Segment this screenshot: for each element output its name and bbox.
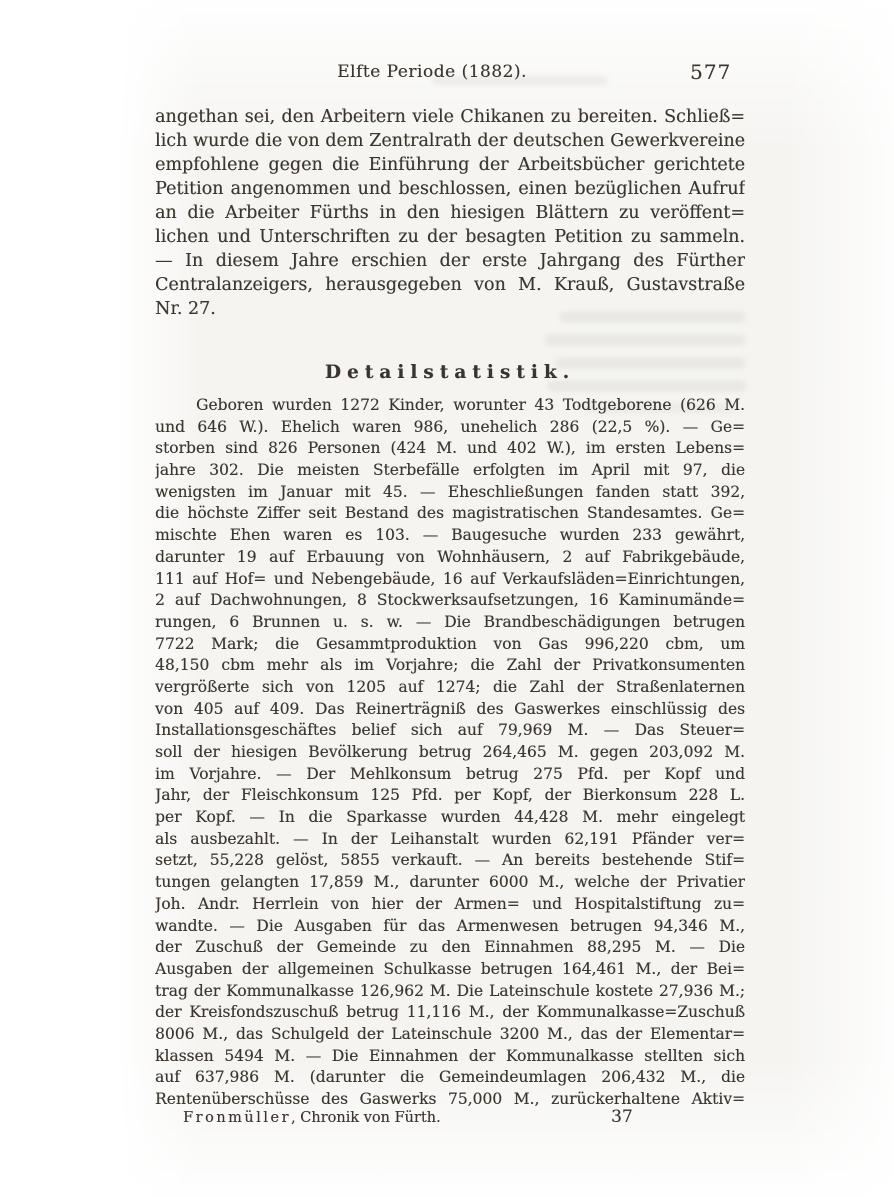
footer-work-title: , Chronik von Fürth. [290, 1110, 441, 1126]
text-line: im Vorjahre. — Der Mehlkonsum betrug 275 Pfd. per Kopf und [155, 764, 745, 783]
text-line: 111 auf Hof= und Nebengebäude, 16 auf Verkaufsläden=Einrichtungen, [155, 569, 745, 588]
text-line: 7722 Mark; die Gesammtproduktion von Gas 996,220 cbm, um [155, 634, 745, 653]
text-line: — In diesem Jahre erschien der erste Jahrgang des Fürther [155, 251, 745, 271]
text-line: trag der Kommunalkasse 126,962 M. Die Lateinschule kostete 27,936 M.; [155, 981, 745, 1000]
text-line: Rentenüberschüsse des Gaswerks 75,000 M., zurückerhaltene Aktiv= [155, 1090, 745, 1108]
bleedthrough-artifact [545, 335, 745, 345]
text-line: jahre 302. Die meisten Sterbefälle erfolgten im April mit 97, die [155, 461, 745, 480]
text-line: Centralanzeigers, herausgegeben von M. Krauß, Gustavstraße [155, 275, 745, 295]
text-line: darunter 19 auf Erbauung von Wohnhäusern, 2 auf Fabrikgebäude, [155, 547, 745, 566]
text-line: soll der hiesigen Bevölkerung betrug 264,465 M. gegen 203,092 M. [155, 743, 745, 761]
text-line: der Zuschuß der Gemeinde zu den Einnahmen 88,295 M. — Die [155, 938, 745, 957]
text-line: auf 637,986 M. (darunter die Gemeindeumlagen 206,432 M., die [155, 1068, 745, 1087]
text-line: und 646 W.). Ehelich waren 986, unehelich 286 (22,5 %). — Ge= [155, 417, 745, 436]
text-line: wenigsten im Januar mit 45. — Eheschließungen fanden statt 392, [155, 482, 745, 501]
text-line: Ausgaben der allgemeinen Schulkasse betrugen 164,461 M., der Bei= [155, 959, 745, 978]
text-line: vergrößerte sich von 1205 auf 1274; die Zahl der Straßenlaternen [155, 677, 745, 696]
text-line: an die Arbeiter Fürths in den hiesigen Blättern zu veröffent= [155, 203, 745, 223]
footer-sheet-number: 37 [611, 1107, 633, 1127]
text-line: 2 auf Dachwohnungen, 8 Stockwerksaufsetzungen, 16 Kaminumände= [155, 591, 745, 610]
text-line: Geboren wurden 1272 Kinder, worunter 43 Todtgeborene (626 M. [196, 396, 745, 414]
text-line: klassen 5494 M. — Die Einnahmen der Kommunalkasse stellten sich [155, 1046, 745, 1065]
text-line: angethan sei, den Arbeitern viele Chikanen zu bereiten. Schließ= [155, 107, 745, 127]
text-line: storben sind 826 Personen (424 M. und 402 W.), im ersten Lebens= [155, 439, 745, 458]
text-line: lich wurde die von dem Zentralrath der deutschen Gewerkvereine [155, 131, 745, 151]
text-line: Jahr, der Fleischkonsum 125 Pfd. per Kopf, der Bierkonsum 228 L. [155, 786, 745, 805]
text-line: der Kreisfondszuschuß betrug 11,116 M., der Kommunalkasse=Zuschuß [155, 1003, 745, 1022]
footer-author: Fronmüller [183, 1110, 291, 1126]
statistics-paragraph [155, 395, 745, 1111]
text-line: Petition angenommen und beschlossen, einen bezüglichen Aufruf [155, 179, 745, 199]
text-line: 48,150 cbm mehr als im Vorjahre; die Zahl der Privatkonsumenten [155, 656, 745, 675]
text-line: empfohlene gegen die Einführung der Arbeitsbücher gerichtete [155, 155, 745, 175]
text-line: als ausbezahlt. — In der Leihanstalt wurden 62,191 Pfänder ver= [155, 829, 745, 848]
text-line: Nr. 27. [155, 299, 216, 319]
footer-work-reference [183, 1110, 441, 1126]
text-line: von 405 auf 409. Das Reinerträgniß des Gaswerkes einschlüssig des [155, 699, 745, 718]
text-line: Installationsgeschäftes belief sich auf 79,969 M. — Das Steuer= [155, 721, 745, 740]
running-header-title: Elfte Periode (1882). [337, 62, 527, 82]
text-line: 8006 M., das Schulgeld der Lateinschule 3200 M., das der Elementar= [155, 1024, 745, 1043]
text-line: per Kopf. — In die Sparkasse wurden 44,428 M. mehr eingelegt [155, 808, 745, 827]
text-line: lichen und Unterschriften zu der besagten Petition zu sammeln. [155, 227, 745, 247]
text-line: tungen gelangten 17,859 M., darunter 6000 M., welche der Privatier [155, 873, 745, 892]
text-line: die höchste Ziffer seit Bestand des magistratischen Standesamtes. Ge= [155, 504, 745, 523]
text-line: Joh. Andr. Herrlein von hier der Armen= und Hospitalstiftung zu= [155, 894, 745, 913]
section-heading: Detailstatistik. [324, 362, 576, 383]
text-line: rungen, 6 Brunnen u. s. w. — Die Brandbeschädigungen betrugen [155, 612, 745, 631]
text-line: mischte Ehen waren es 103. — Baugesuche wurden 233 gewährt, [155, 526, 745, 545]
opening-paragraph [155, 105, 745, 321]
page-number: 577 [690, 60, 732, 84]
text-line: wandte. — Die Ausgaben für das Armenwesen betrugen 94,346 M., [155, 916, 745, 935]
text-line: setzt, 55,228 gelöst, 5855 verkauft. — An bereits bestehende Stif= [155, 851, 745, 870]
